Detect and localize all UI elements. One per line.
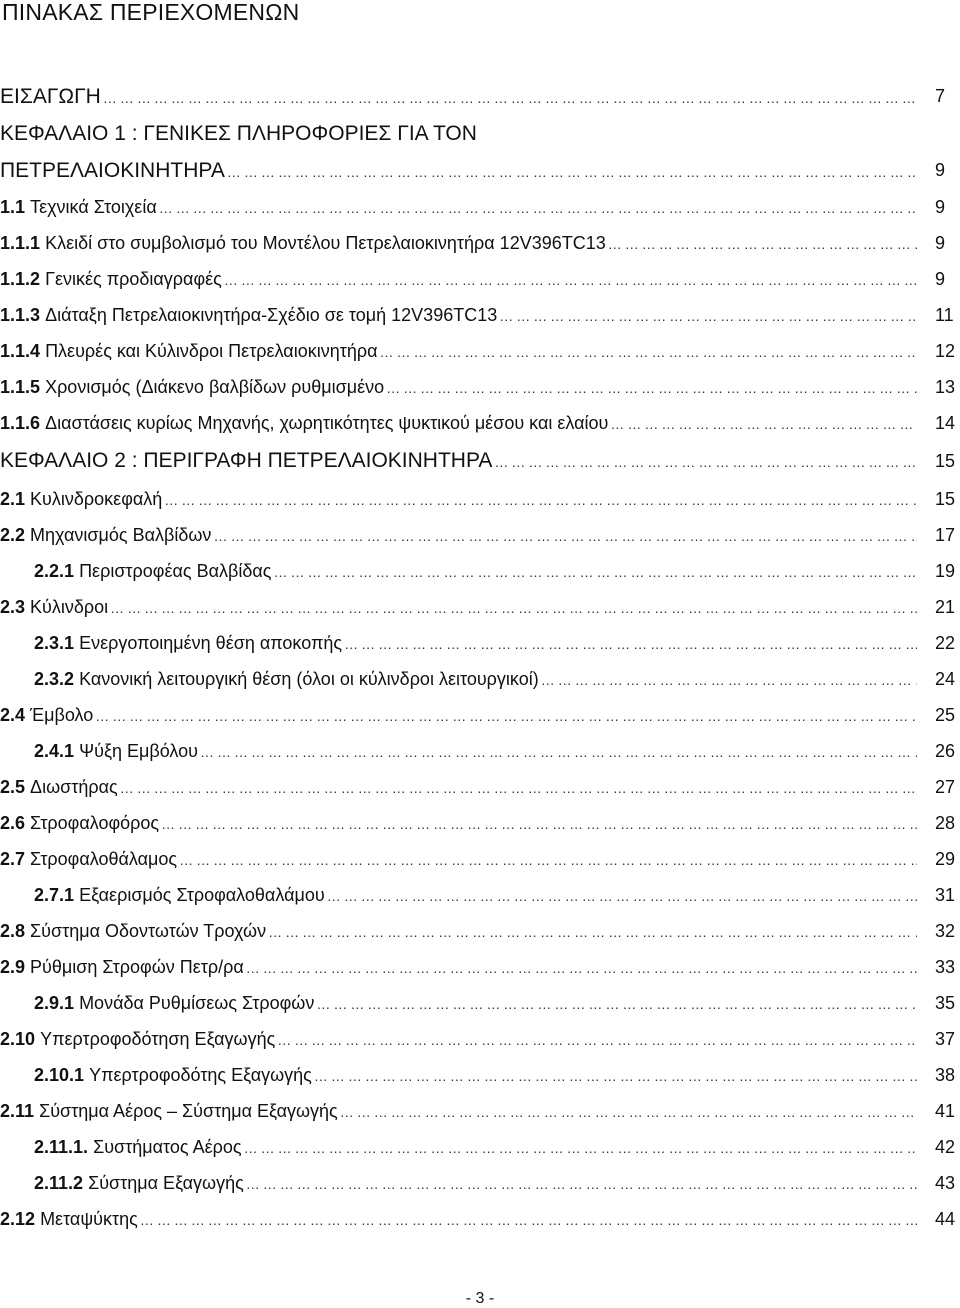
toc-entry-title — [0, 1209, 917, 1230]
toc-entry[interactable] — [0, 1093, 960, 1129]
toc-entry-page: 37 — [935, 1028, 956, 1049]
toc-dot-leader — [159, 200, 917, 216]
toc-entry[interactable] — [0, 589, 960, 625]
toc-dot-leader — [200, 744, 917, 760]
toc-dot-leader — [268, 924, 917, 940]
toc-entry[interactable] — [0, 225, 960, 261]
toc-entry-page: 32 — [935, 920, 956, 941]
toc-entry-title — [0, 957, 917, 978]
table-of-contents — [0, 78, 960, 1237]
toc-entry-text: Τεχνικά Στοιχεία — [30, 196, 157, 217]
toc-entry-title — [34, 1137, 917, 1158]
toc-entry-title — [0, 449, 917, 473]
toc-dot-leader — [608, 236, 917, 252]
toc-entry-text: ΠΕΤΡΕΛΑΙΟΚΙΝΗΤΗΡΑ — [0, 158, 225, 182]
toc-entry-page: 43 — [935, 1172, 956, 1193]
toc-entry-page: 22 — [935, 632, 956, 653]
toc-entry-title — [0, 269, 917, 290]
toc-dot-leader — [164, 492, 917, 508]
toc-entry-number: 1.1.1 — [0, 232, 41, 253]
toc-entry-text: Σύστημα Οδοντωτών Τροχών — [30, 920, 267, 941]
toc-entry[interactable] — [0, 78, 960, 115]
toc-entry-number: 1.1.5 — [0, 376, 41, 397]
toc-entry-page: 13 — [935, 376, 956, 397]
toc-entry[interactable] — [0, 985, 960, 1021]
toc-entry-number: 1.1 — [0, 196, 26, 217]
toc-entry-text: Σύστημα Αέρος – Σύστημα Εξαγωγής — [39, 1100, 338, 1121]
toc-entry-text: Έμβολο — [30, 704, 94, 725]
toc-dot-leader — [273, 564, 917, 580]
toc-entry-page: 15 — [935, 450, 956, 471]
toc-entry-number: 1.1.2 — [0, 268, 41, 289]
toc-dot-leader — [316, 996, 917, 1012]
toc-entry[interactable] — [0, 1165, 960, 1201]
toc-entry[interactable] — [0, 949, 960, 985]
toc-dot-leader — [95, 708, 917, 724]
toc-dot-leader — [244, 1140, 917, 1156]
toc-entry-number: 2.1 — [0, 488, 26, 509]
toc-entry-page: 31 — [935, 884, 956, 905]
toc-entry[interactable] — [0, 1129, 960, 1165]
toc-entry-title — [0, 159, 917, 183]
toc-entry-text: Διωστήρας — [30, 776, 118, 797]
toc-entry-text: Κύλινδροι — [30, 596, 109, 617]
toc-entry-page: 24 — [935, 668, 956, 689]
toc-entry-page: 9 — [935, 196, 946, 217]
toc-entry-text: Πλευρές και Κύλινδροι Πετρελαιοκινητήρα — [45, 340, 378, 361]
toc-entry-text: Σύστημα Εξαγωγής — [88, 1172, 244, 1193]
toc-entry-text: ΚΕΦΑΛΑΙΟ 2 : ΠΕΡΙΓΡΑΦΗ ΠΕΤΡΕΛΑΙΟΚΙΝΗΤΗΡΑ — [0, 449, 493, 472]
toc-dot-leader — [227, 164, 917, 180]
toc-dot-leader — [120, 780, 917, 796]
toc-entry-text: Εξαερισμός Στροφαλοθαλάμου — [79, 884, 325, 905]
page-title: ΠΙΝΑΚΑΣ ΠΕΡΙΕΧΟΜΕΝΩΝ — [2, 0, 300, 25]
toc-entry-page: 26 — [935, 740, 956, 761]
toc-entry[interactable] — [0, 333, 960, 369]
toc-entry-number: 2.6 — [0, 812, 26, 833]
toc-entry-title — [0, 341, 917, 362]
toc-entry[interactable] — [0, 661, 960, 697]
toc-entry-number: 2.2.1 — [34, 560, 75, 581]
toc-entry-page: 27 — [935, 776, 956, 797]
toc-entry-page: 9 — [935, 232, 946, 253]
toc-entry-number: 2.4.1 — [34, 740, 75, 761]
toc-entry-title — [0, 122, 917, 146]
toc-entry-page: 9 — [935, 160, 946, 180]
toc-entry-number: 2.11.1. — [34, 1136, 89, 1157]
toc-entry-title — [0, 85, 917, 109]
toc-entry-number: 2.2 — [0, 524, 26, 545]
toc-entry-text: Ενεργοποιημένη θέση αποκοπής — [79, 632, 343, 653]
toc-entry-title — [0, 849, 917, 870]
toc-entry-text: Στροφαλοφόρος — [30, 812, 160, 833]
toc-entry-title — [0, 377, 917, 398]
toc-entry-page: 28 — [935, 812, 956, 833]
toc-entry-text: Κλειδί στο συμβολισμό του Μοντέλου Πετρελαιοκινητήρα 12V396TC13 — [45, 232, 606, 253]
toc-entry-title — [34, 669, 917, 690]
toc-entry-page: 42 — [935, 1136, 956, 1157]
toc-dot-leader — [340, 1104, 917, 1120]
toc-entry-text: ΕΙΣΑΓΩΓΗ — [0, 84, 101, 108]
toc-entry[interactable] — [0, 152, 960, 189]
toc-entry-title — [34, 633, 917, 654]
toc-entry-text: Στροφαλοθάλαμος — [30, 848, 178, 869]
toc-entry-page: 11 — [935, 304, 954, 325]
toc-entry-number: 2.10.1 — [34, 1064, 85, 1085]
toc-entry[interactable] — [0, 297, 960, 333]
toc-entry[interactable] — [0, 1201, 960, 1237]
toc-dot-leader — [213, 528, 917, 544]
toc-dot-leader — [277, 1032, 917, 1048]
toc-entry[interactable] — [0, 1057, 960, 1093]
toc-entry-title — [34, 561, 917, 582]
toc-entry-page: 12 — [935, 340, 956, 361]
toc-dot-leader — [179, 852, 917, 868]
toc-entry-number: 2.4 — [0, 704, 26, 725]
toc-entry-number: 2.7.1 — [34, 884, 75, 905]
toc-entry-title — [0, 777, 917, 798]
toc-entry-title — [34, 993, 917, 1014]
toc-entry[interactable] — [0, 841, 960, 877]
toc-entry-text: Διάταξη Πετρελαιοκινητήρα-Σχέδιο σε τομή 12V396TC13 — [45, 304, 498, 325]
toc-entry-title — [0, 525, 917, 546]
toc-entry[interactable] — [0, 261, 960, 297]
toc-entry-title — [0, 597, 917, 618]
toc-dot-leader — [140, 1212, 917, 1228]
toc-dot-leader — [246, 1176, 917, 1192]
toc-entry[interactable] — [0, 769, 960, 805]
toc-entry[interactable] — [0, 369, 960, 405]
toc-entry-page: 15 — [935, 488, 956, 509]
toc-entry-page: 29 — [935, 848, 956, 869]
toc-entry-number: 2.12 — [0, 1208, 36, 1229]
toc-entry[interactable] — [0, 553, 960, 589]
toc-entry[interactable] — [0, 115, 960, 152]
toc-entry[interactable] — [0, 733, 960, 769]
toc-entry-page: 21 — [935, 596, 956, 617]
toc-entry-title — [0, 233, 917, 254]
toc-entry-text: Μεταψύκτης — [40, 1208, 138, 1229]
toc-entry-number: 2.7 — [0, 848, 26, 869]
toc-entry-title — [34, 1065, 917, 1086]
toc-entry-number: 2.9 — [0, 956, 26, 977]
toc-dot-leader — [494, 454, 917, 470]
toc-dot-leader — [246, 960, 917, 976]
toc-entry-number: 1.1.3 — [0, 304, 41, 325]
toc-entry-number: 2.3.1 — [34, 632, 75, 653]
toc-entry-text: Υπερτροφοδότης Εξαγωγής — [89, 1064, 312, 1085]
toc-entry[interactable] — [0, 625, 960, 661]
toc-entry[interactable] — [0, 481, 960, 517]
toc-entry-page: 7 — [935, 86, 946, 106]
toc-entry-title — [0, 1029, 917, 1050]
toc-entry-title — [0, 305, 917, 326]
toc-entry-page: 33 — [935, 956, 956, 977]
toc-entry[interactable] — [0, 517, 960, 553]
toc-entry-page: 25 — [935, 704, 956, 725]
toc-entry-title — [34, 1173, 917, 1194]
toc-entry-number: 1.1.6 — [0, 412, 41, 433]
toc-dot-leader — [224, 272, 917, 288]
toc-entry-title — [0, 413, 917, 434]
toc-dot-leader — [610, 416, 917, 432]
toc-entry-text: Ψύξη Εμβόλου — [79, 740, 198, 761]
toc-dot-leader — [386, 380, 917, 396]
page-number-footer: - 3 - — [465, 1290, 495, 1307]
toc-dot-leader — [327, 888, 917, 904]
toc-entry-number: 2.3.2 — [34, 668, 75, 689]
toc-entry[interactable] — [0, 805, 960, 841]
toc-entry[interactable] — [0, 405, 960, 441]
toc-entry-text: Ρύθμιση Στροφών Πετρ/ρα — [30, 956, 244, 977]
toc-entry-text: Μηχανισμός Βαλβίδων — [30, 524, 212, 545]
toc-dot-leader — [103, 90, 917, 106]
toc-entry-title — [0, 921, 917, 942]
toc-dot-leader — [499, 308, 917, 324]
toc-entry-title — [0, 489, 917, 510]
toc-entry-title — [34, 885, 917, 906]
toc-entry-page: 35 — [935, 992, 956, 1013]
toc-entry[interactable] — [0, 189, 960, 225]
toc-entry-page: 19 — [935, 560, 956, 581]
toc-entry[interactable] — [0, 441, 960, 481]
toc-entry-number: 2.3 — [0, 596, 26, 617]
toc-entry-text: Μονάδα Ρυθμίσεως Στροφών — [79, 992, 315, 1013]
toc-entry-page: 41 — [935, 1100, 956, 1121]
toc-entry[interactable] — [0, 697, 960, 733]
toc-entry-number: 2.5 — [0, 776, 26, 797]
toc-entry-title — [0, 813, 917, 834]
toc-entry-number: 2.10 — [0, 1028, 36, 1049]
toc-entry[interactable] — [0, 913, 960, 949]
toc-entry-title — [0, 1101, 917, 1122]
toc-entry-number: 2.8 — [0, 920, 26, 941]
toc-dot-leader — [541, 672, 917, 688]
toc-entry-text: ΚΕΦΑΛΑΙΟ 1 : ΓΕΝΙΚΕΣ ΠΛΗΡΟΦΟΡΙΕΣ ΓΙΑ ΤΟΝ — [0, 121, 477, 145]
toc-entry-page: 38 — [935, 1064, 956, 1085]
toc-entry-number: 1.1.4 — [0, 340, 41, 361]
toc-entry-title — [34, 741, 917, 762]
toc-entry-text: Υπερτροφοδότηση Εξαγωγής — [40, 1028, 276, 1049]
toc-entry-text: Γενικές προδιαγραφές — [45, 268, 222, 289]
toc-entry-number: 2.11 — [0, 1100, 35, 1121]
toc-entry-page: 44 — [935, 1208, 956, 1229]
toc-entry-title — [0, 197, 917, 218]
toc-entry-text: Χρονισμός (Διάκενο βαλβίδων ρυθμισμένο — [45, 376, 385, 397]
toc-entry-text: Συστήματος Αέρος — [93, 1136, 242, 1157]
toc-entry[interactable] — [0, 1021, 960, 1057]
toc-dot-leader — [161, 816, 917, 832]
toc-entry-text: Κυλινδροκεφαλή — [30, 488, 163, 509]
toc-entry-page: 9 — [935, 268, 946, 289]
toc-entry-text: Περιστροφέας Βαλβίδας — [79, 560, 272, 581]
toc-entry-text: Διαστάσεις κυρίως Μηχανής, χωρητικότητες ψυκτικού μέσου και ελαίου — [45, 412, 609, 433]
toc-entry-page: 17 — [935, 524, 956, 545]
toc-dot-leader — [380, 344, 918, 360]
toc-entry-number: 2.9.1 — [34, 992, 75, 1013]
toc-dot-leader — [314, 1068, 917, 1084]
toc-dot-leader — [110, 600, 917, 616]
toc-entry-number: 2.11.2 — [34, 1172, 84, 1193]
toc-dot-leader — [344, 636, 917, 652]
toc-entry-title — [0, 705, 917, 726]
toc-entry-page: 14 — [935, 412, 956, 433]
toc-entry[interactable] — [0, 877, 960, 913]
toc-entry-text: Κανονική λειτουργική θέση (όλοι οι κύλινδροι λειτουργικοί) — [79, 668, 539, 689]
